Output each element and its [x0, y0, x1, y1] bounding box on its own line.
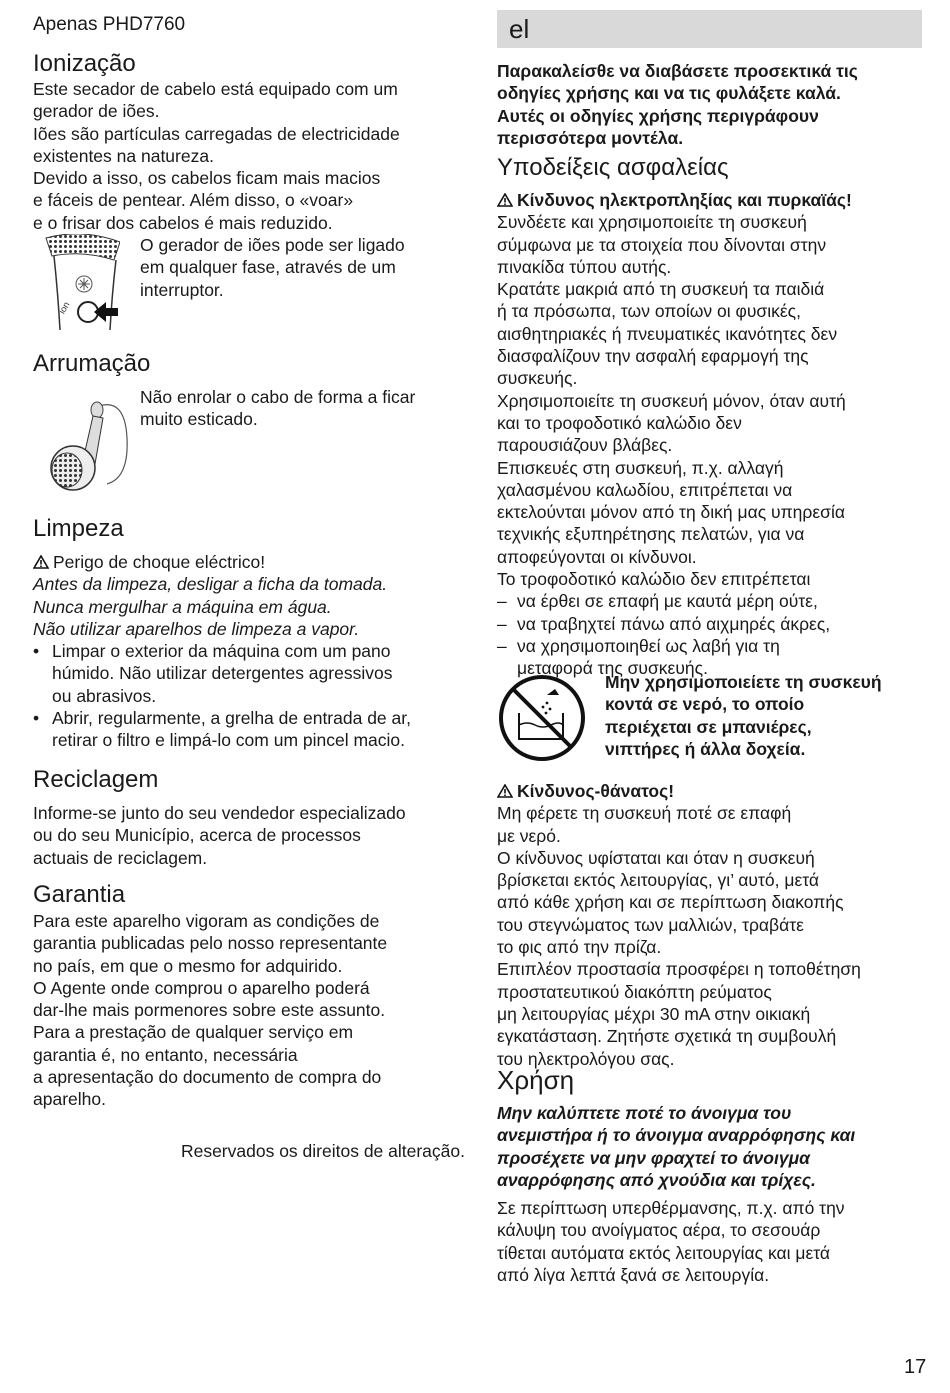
- text-line: Σε περίπτωση υπερθέρμανσης, π.χ. από την: [497, 1198, 845, 1218]
- text-line: no país, em que o mesmo for adquirido.: [33, 955, 343, 976]
- text-line: αισθητηριακές ή πνευματικές ικανότητες δεν: [497, 323, 838, 344]
- text-line: και το τροφοδοτικό καλώδιο δεν: [497, 412, 742, 433]
- text-line: Ο κίνδυνος υφίσταται και όταν η συσκευή: [497, 847, 815, 868]
- text-line: Este secador de cabelo está equipado com um: [33, 79, 398, 99]
- water-warning-text: [605, 671, 882, 760]
- text-line: aparelho.: [33, 1089, 106, 1110]
- heading-usage: Χρήση: [497, 1065, 575, 1095]
- switch-label: ion: [56, 300, 72, 316]
- heading-safety: Υποδείξεις ασφαλείας: [497, 154, 729, 181]
- intro-text: [497, 60, 858, 149]
- text-line: ανεμιστήρα ή το άνοιγμα αναρρόφησης και: [497, 1125, 856, 1146]
- text-line: Não enrolar o cabo de forma a ficar: [140, 387, 416, 407]
- ion-switch-illustration: [38, 234, 120, 330]
- hairdryer-storage-illustration: [43, 388, 133, 498]
- text-line: ou do seu Município, acerca de processos: [33, 825, 361, 846]
- text-line: O gerador de iões pode ser ligado: [140, 235, 405, 255]
- list-item: [33, 640, 411, 707]
- text-line: σύμφωνα με τα στοιχεία που δίνονται στην: [497, 234, 827, 255]
- text-line: βρίσκεται εκτός λειτουργίας, γι’ αυτό, μετά: [497, 870, 820, 891]
- usage-text: [497, 1197, 845, 1286]
- text-line: Αυτές οι οδηγίες χρήσης περιγράφουν: [497, 105, 819, 126]
- text-line: Μην χρησιμοποιείετε τη συσκευή: [605, 672, 882, 692]
- text-line: • Limpar o exterior da máquina com um pano: [52, 641, 391, 662]
- text-line: Devido a isso, os cabelos ficam mais macios: [33, 168, 381, 189]
- death-warning: [497, 780, 925, 802]
- text-line: • Abrir, regularmente, a grelha de entrada de ar,: [52, 708, 411, 729]
- text-line: το φις από την πρίζα.: [497, 937, 662, 958]
- text-line: Το τροφοδοτικό καλώδιο δεν επιτρέπεται: [497, 569, 811, 590]
- text-line: húmido. Não utilizar detergentes agressivos: [52, 663, 393, 684]
- warning-text: Κίνδυνος-θάνατος!: [517, 781, 675, 801]
- text-line: οδηγίες χρήσης και να τις φυλάξετε καλά.: [497, 83, 841, 104]
- heading-reciclagem: Reciclagem: [33, 766, 159, 793]
- text-line: εκτελούνται μόνον από τη δική μας υπηρεσία: [497, 502, 845, 523]
- text-line: κοντά σε νερό, το οποίο: [605, 694, 805, 715]
- text-line: από λίγα λεπτά ξανά σε λειτουργία.: [497, 1264, 770, 1285]
- text-line: Para a prestação de qualquer serviço em: [33, 1022, 354, 1043]
- arrumacao-text: [140, 386, 415, 431]
- text-line: Não utilizar aparelhos de limpeza a vapor.: [33, 618, 360, 639]
- text-line: συσκευής.: [497, 368, 578, 389]
- warning-icon: [497, 784, 513, 798]
- text-line: πινακίδα τύπου αυτής.: [497, 256, 672, 277]
- text-line: a apresentação do documento de compra do: [33, 1067, 382, 1088]
- safety-warning: [497, 189, 925, 211]
- footer-note: Reservados os direitos de alteração.: [180, 1141, 465, 1161]
- text-line: Επιπλέον προστασία προσφέρει η τοποθέτηση: [497, 959, 861, 980]
- limpeza-text: [33, 551, 411, 752]
- text-line: interruptor.: [140, 279, 224, 300]
- heading-garantia: Garantia: [33, 881, 126, 908]
- list-item: [33, 707, 411, 752]
- text-line: – να έρθει σε επαφή με καυτά μέρη ούτε,: [517, 591, 818, 612]
- text-line: Nunca mergulhar a máquina em água.: [33, 596, 332, 617]
- text-line: παρουσιάζουν βλάβες.: [497, 435, 673, 456]
- text-line: existentes na natureza.: [33, 145, 214, 166]
- text-line: dar-lhe mais pormenores sobre este assunto.: [33, 1000, 386, 1021]
- safety-dash-list: [497, 590, 925, 679]
- warning-text: Perigo de choque eléctrico!: [53, 552, 266, 572]
- text-line: κάλυψη του ανοίγματος αέρα, το σεσουάρ: [497, 1220, 821, 1241]
- list-item: [497, 590, 925, 612]
- warning-text: Κίνδυνος ηλεκτροπληξίας και πυρκαϊάς!: [517, 190, 852, 210]
- language-code: el: [509, 14, 530, 44]
- limpeza-warning: [33, 551, 411, 573]
- language-bar: [497, 10, 922, 48]
- safety-text: [497, 189, 925, 680]
- text-line: e o frisar dos cabelos é mais reduzido.: [33, 212, 333, 233]
- text-line: του στεγνώματος των μαλλιών, τραβάτε: [497, 914, 804, 935]
- text-line: προσέχετε να μην φραχτεί το άνοιγμα: [497, 1147, 810, 1168]
- text-line: αναρρόφησης από χνούδια και τρίχες.: [497, 1169, 816, 1190]
- text-line: Χρησιμοποιείτε τη συσκευή μόνον, όταν αυτή: [497, 390, 846, 411]
- text-line: em qualquer fase, através de um: [140, 257, 396, 278]
- limpeza-list: [33, 640, 411, 751]
- heading-limpeza: Limpeza: [33, 515, 124, 542]
- text-line: garantia é, no entanto, necessária: [33, 1044, 298, 1065]
- text-line: τίθεται αυτόματα εκτός λειτουργίας και μετά: [497, 1242, 831, 1263]
- text-line: Μην καλύπτετε ποτέ το άνοιγμα του: [497, 1103, 792, 1123]
- text-line: νιπτήρες ή άλλα δοχεία.: [605, 738, 806, 759]
- text-line: Iões são partículas carregadas de electricidade: [33, 123, 400, 144]
- text-line: muito esticado.: [140, 409, 258, 430]
- text-line: από κάθε χρήση και σε περίπτωση διακοπής: [497, 892, 844, 913]
- reciclagem-text: [33, 802, 406, 869]
- text-line: εγκατάσταση. Ζητήστε σχετικά τη συμβουλή: [497, 1026, 837, 1047]
- garantia-text: [33, 910, 387, 1111]
- text-line: του ηλεκτρολόγου σας.: [497, 1048, 675, 1069]
- text-line: O Agente onde comprou o aparelho poderá: [33, 977, 370, 998]
- text-line: ou abrasivos.: [52, 685, 157, 706]
- text-line: garantia publicadas pelo nosso representante: [33, 933, 388, 954]
- text-line: μη λειτουργίας μέχρι 30 mA στην οικιακή: [497, 1003, 811, 1024]
- text-line: Informe-se junto do seu vendedor especializado: [33, 803, 406, 823]
- ionizacao-text: [33, 78, 400, 234]
- text-line: περισσότερα μοντέλα.: [497, 127, 684, 148]
- text-line: διασφαλίζουν την ασφαλή εφαρμογή της: [497, 346, 809, 367]
- text-line: Antes da limpeza, desligar a ficha da tomada.: [33, 574, 388, 595]
- warning-icon: [497, 193, 513, 207]
- heading-ionizacao: Ionização: [33, 50, 136, 77]
- no-water-icon: [497, 673, 587, 763]
- text-line: χαλασμένου καλωδίου, επιτρέπεται να: [497, 479, 793, 500]
- text-line: ή τα πρόσωπα, των οποίων οι φυσικές,: [497, 301, 801, 322]
- usage-warning-text: [497, 1102, 855, 1191]
- text-line: προστατευτικού διακόπτη ρεύματος: [497, 981, 772, 1002]
- text-line: Μη φέρετε τη συσκευή ποτέ σε επαφή: [497, 803, 792, 824]
- heading-arrumacao: Arrumação: [33, 350, 151, 377]
- text-line: Κρατάτε μακριά από τη συσκευή τα παιδιά: [497, 279, 825, 300]
- text-line: actuais de reciclagem.: [33, 847, 208, 868]
- text-line: Συνδέετε και χρησιμοποιείτε τη συσκευή: [497, 212, 807, 233]
- text-line: – να χρησιμοποιηθεί ως λαβή για τη: [517, 635, 780, 656]
- text-line: Para este aparelho vigoram as condições de: [33, 911, 380, 931]
- text-line: περιέχεται σε μπανιέρες,: [605, 716, 812, 737]
- warning-icon: [33, 555, 49, 569]
- text-line: retirar o filtro e limpá-lo com um pincel macio.: [52, 730, 406, 751]
- page-number: 17: [904, 1356, 927, 1378]
- text-line: αποφεύγονται οι κίνδυνοι.: [497, 546, 697, 567]
- text-line: μεταφορά της συσκευής.: [517, 658, 708, 679]
- text-line: Επισκευές στη συσκευή, π.χ. αλλαγή: [497, 457, 784, 478]
- text-line: με νερό.: [497, 825, 561, 846]
- list-item: [497, 613, 925, 635]
- text-line: Παρακαλείσθε να διαβάσετε προσεκτικά τις: [497, 61, 858, 81]
- text-line: τεχνικής εξυπηρέτησης πελατών, για να: [497, 524, 805, 545]
- ionizacao-figure-text: [140, 234, 405, 301]
- model-note: Apenas PHD7760: [33, 14, 186, 35]
- text-line: gerador de iões.: [33, 101, 160, 122]
- text-line: e fáceis de pentear. Além disso, o «voar»: [33, 190, 354, 211]
- text-line: – να τραβηχτεί πάνω από αιχμηρές άκρες,: [517, 613, 831, 634]
- death-warning-block: [497, 780, 925, 1070]
